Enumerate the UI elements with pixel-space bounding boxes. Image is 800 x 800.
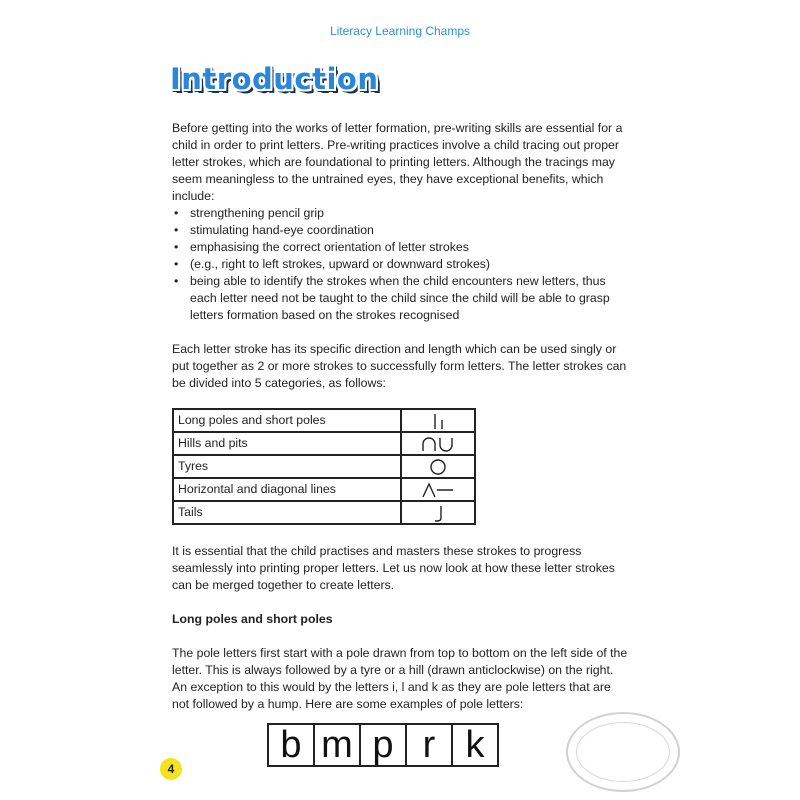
list-item: • emphasising the correct orientation of letter strokes [172, 239, 630, 256]
tail-icon [401, 501, 475, 524]
table-cell-label: Hills and pits [173, 432, 401, 455]
strokes-paragraph: Each letter stroke has its specific direction and length which can be used singly or put together as 2 or more strokes to successfully form letters. The letter strokes can be divided into 5 categories, as follows: [172, 342, 627, 390]
list-item: • being able to identify the strokes when the child encounters new letters, thus each letter need not be taught to the child since the child will be able to grasp letters formation based on the strokes recognised [172, 273, 630, 324]
running-header: Literacy Learning Champs [329, 24, 471, 38]
benefits-list [172, 205, 630, 324]
list-item: • strengthening pencil grip [172, 205, 630, 222]
hill-pit-icon [401, 432, 475, 455]
table-cell-label: Horizontal and diagonal lines [173, 478, 401, 501]
section-heading: Long poles and short poles [172, 612, 333, 626]
table-row [173, 478, 475, 501]
list-item: • (e.g., right to left strokes, upward or downward strokes) [172, 256, 630, 273]
table-row [173, 455, 475, 478]
page-number: 4 [160, 758, 182, 780]
tyre-icon [401, 455, 475, 478]
example-letter: b [269, 725, 315, 765]
watermark-stamp [566, 712, 680, 792]
table-row [173, 432, 475, 455]
practice-paragraph: It is essential that the child practises and masters these strokes to progress seamlessly into printing proper letters. Let us now look at how these letter strokes can be merged together to create letters. [172, 544, 615, 592]
page-title: Introduction [170, 62, 379, 96]
stroke-categories-table [172, 408, 476, 525]
table-cell-label: Tyres [173, 455, 401, 478]
table-cell-label: Tails [173, 501, 401, 524]
lines-icon [401, 478, 475, 501]
main-content [172, 120, 630, 767]
table-row [173, 501, 475, 524]
poles-paragraph: The pole letters first start with a pole drawn from top to bottom on the left side of the letter. This is always followed by a tyre or a hill (drawn anticlockwise) on the right. An exception to this would by the letters i, l and k as they are pole letters that are not followed by a hump. Here are some examples of pole letters: [172, 646, 628, 711]
table-row [173, 409, 475, 432]
example-letter: p [361, 725, 407, 765]
example-letters-strip [267, 723, 499, 767]
example-letter: m [315, 725, 361, 765]
list-item: • stimulating hand-eye coordination [172, 222, 630, 239]
example-letter: r [407, 725, 453, 765]
intro-paragraph: Before getting into the works of letter formation, pre-writing skills are essential for a child in order to print letters. Pre-writing practices involve a child tracing out proper letter strokes, which are foundational to printing letters. Although the tracings may seem meaningless to the untrained eyes, they have exceptional benefits, which include: [172, 121, 623, 203]
example-letter: k [465, 724, 485, 766]
table-cell-label: Long poles and short poles [173, 409, 401, 432]
poles-icon [401, 409, 475, 432]
